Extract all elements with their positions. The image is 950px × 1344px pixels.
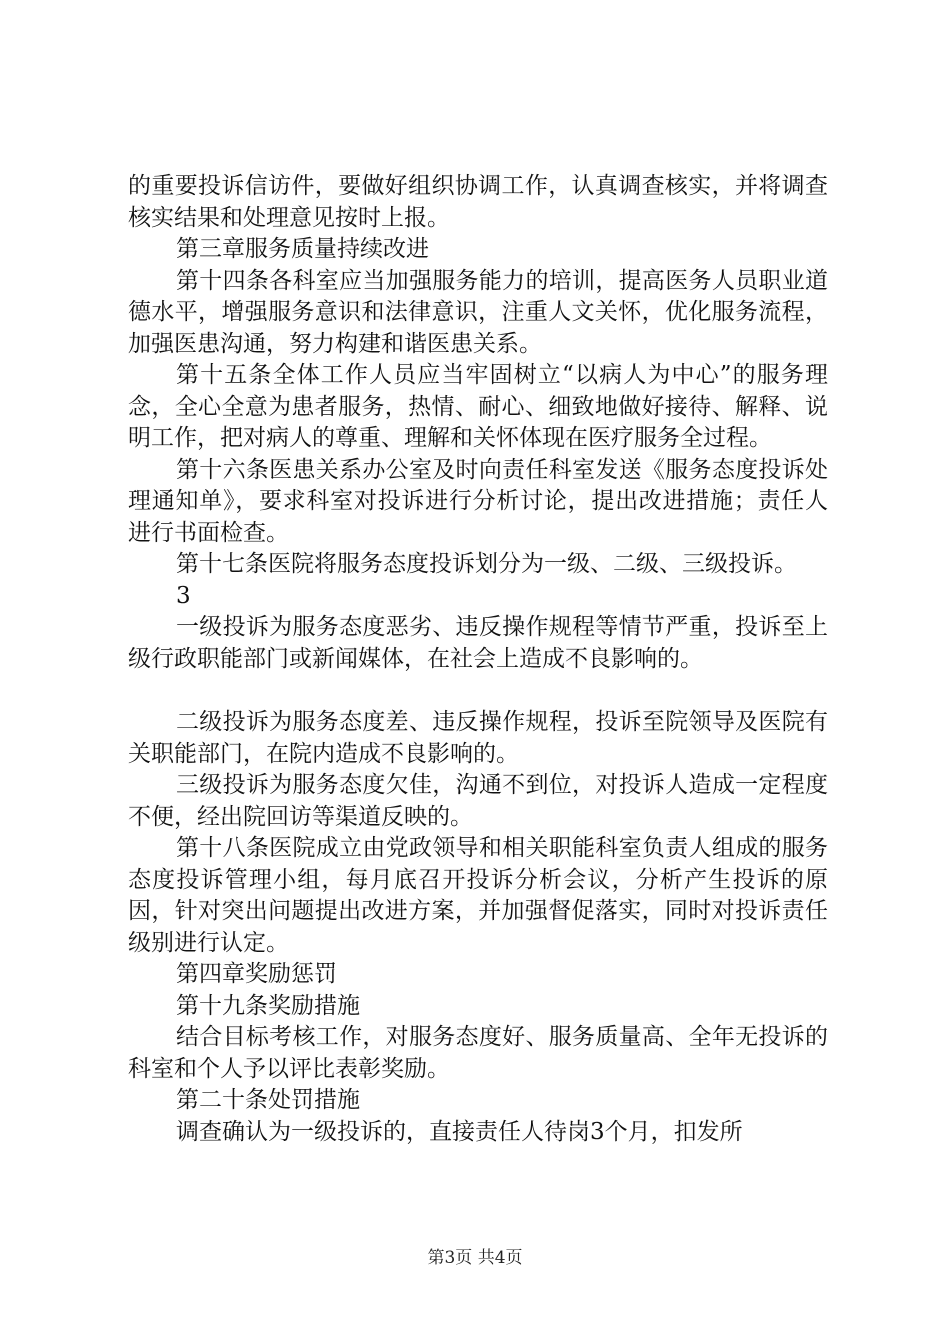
article-18: 第十八条医院成立由党政领导和相关职能科室负责人组成的服务态度投诉管理小组，每月底召开投诉分析会议，分析产生投诉的原因，针对突出问题提出改进方案，并加强督促落实，同时对投诉责任级别进行认定。 bbox=[128, 835, 828, 956]
article-17: 第十七条医院将服务态度投诉划分为一级、二级、三级投诉。 bbox=[176, 551, 797, 577]
article-16: 第十六条医患关系办公室及时向责任科室发送《服务态度投诉处理通知单》，要求科室对投诉进行分析讨论，提出改进措施；责任人进行书面检查。 bbox=[128, 456, 828, 546]
level-2-complaint: 二级投诉为服务态度差、违反操作规程，投诉至院领导及医院有关职能部门，在院内造成不良影响的。 bbox=[128, 709, 828, 767]
paragraph-1: 的重要投诉信访件，要做好组织协调工作，认真调查核实，并将调查核实结果和处理意见按时上报。 bbox=[128, 173, 828, 231]
article-14: 第十四条各科室应当加强服务能力的培训，提高医务人员职业道德水平，增强服务意识和法律意识，注重人文关怀，优化服务流程，加强医患沟通，努力构建和谐医患关系。 bbox=[128, 267, 828, 357]
blank-line bbox=[128, 675, 828, 707]
article-20-heading: 第二十条处罚措施 bbox=[176, 1087, 360, 1113]
document-body bbox=[128, 171, 828, 1148]
inline-number: 3 bbox=[176, 582, 191, 609]
page-footer: 第3页 共4页 bbox=[427, 1248, 523, 1268]
level-3-complaint: 三级投诉为服务态度欠佳，沟通不到位，对投诉人造成一定程度不便，经出院回访等渠道反映的。 bbox=[128, 772, 828, 830]
chapter-4-heading: 第四章奖励惩罚 bbox=[176, 961, 337, 987]
chapter-3-heading: 第三章服务质量持续改进 bbox=[176, 236, 429, 262]
article-19-body: 结合目标考核工作，对服务态度好、服务质量高、全年无投诉的科室和个人予以评比表彰奖励。 bbox=[128, 1024, 828, 1082]
article-20-body: 调查确认为一级投诉的，直接责任人待岗3个月，扣发所 bbox=[176, 1118, 743, 1145]
article-19-heading: 第十九条奖励措施 bbox=[176, 992, 360, 1019]
article-15: 第十五条全体工作人员应当牢固树立“以病人为中心”的服务理念，全心全意为患者服务，热情、耐心、细致地做好接待、解释、说明工作，把对病人的尊重、理解和关怀体现在医疗服务全过程。 bbox=[128, 362, 828, 451]
level-1-complaint: 一级投诉为服务态度恶劣、违反操作规程等情节严重，投诉至上级行政职能部门或新闻媒体，在社会上造成不良影响的。 bbox=[128, 614, 828, 672]
